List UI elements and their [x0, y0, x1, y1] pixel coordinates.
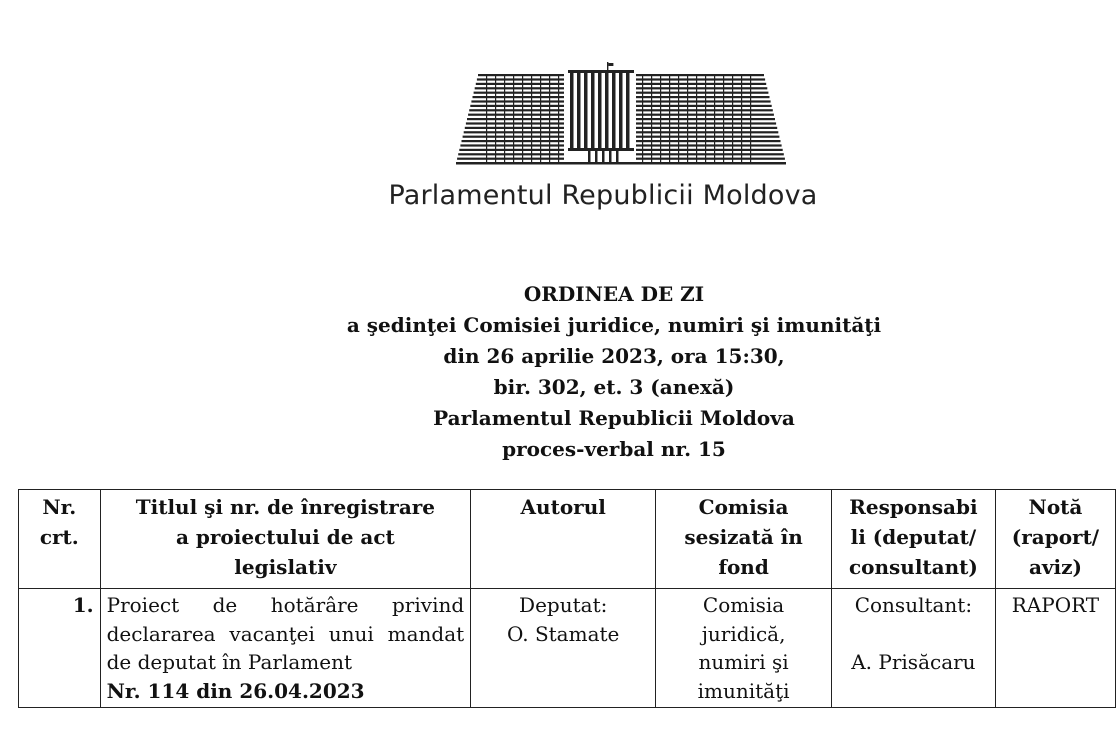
row-title	[100, 589, 471, 708]
row-committee	[656, 589, 832, 708]
header-note-line: Notă	[1028, 495, 1083, 519]
header-committee-line: Comisia	[698, 495, 789, 519]
row-responsible	[831, 589, 995, 708]
responsible-name: A. Prisăcaru	[851, 649, 976, 674]
header-nr-line: Nr.	[42, 495, 77, 519]
header-committee-line: sesizată în	[684, 525, 803, 549]
spacer	[838, 620, 989, 648]
header-title	[100, 490, 471, 589]
header-responsible-line: li (deputat/	[850, 525, 977, 549]
header-nr-line: crt.	[39, 525, 79, 549]
author-role: Deputat:	[519, 593, 608, 617]
header-title-line: legislativ	[234, 555, 337, 579]
header-note-line: (raport/	[1011, 525, 1100, 549]
header-author-line: Autorul	[520, 495, 606, 519]
author-name: O. Stamate	[507, 621, 620, 646]
row-nr: 1.	[19, 589, 101, 708]
committee-line: juridică,	[701, 621, 786, 646]
header-committee-line: fond	[718, 555, 769, 579]
agenda-minutes-line: proces-verbal nr. 15	[502, 437, 726, 461]
table-row	[19, 589, 1116, 708]
agenda-institution-line: Parlamentul Republicii Moldova	[433, 406, 795, 430]
header-responsible	[831, 490, 995, 589]
committee-line: Comisia	[702, 593, 785, 617]
header-committee	[656, 490, 832, 589]
agenda-table	[18, 489, 1116, 708]
parliament-building-icon	[456, 62, 786, 166]
agenda-date-line: din 26 aprilie 2023, ora 15:30,	[443, 344, 785, 368]
responsible-role: Consultant:	[854, 593, 973, 617]
header-author	[471, 490, 656, 589]
row-author	[471, 589, 656, 708]
header-note-line: aviz)	[1028, 555, 1082, 579]
agenda-room-line: bir. 302, et. 3 (anexă)	[493, 375, 735, 399]
row-note: RAPORT	[995, 589, 1115, 708]
header-note	[995, 490, 1115, 589]
table-header-row	[19, 490, 1116, 589]
committee-line: imunităţi	[697, 678, 790, 703]
agenda-title: ORDINEA DE ZI	[523, 282, 705, 306]
agenda-heading	[0, 279, 1118, 465]
header-title-line: a proiectului de act	[175, 525, 395, 549]
organization-name: Parlamentul Republicii Moldova	[388, 180, 818, 211]
header-responsible-line: consultant)	[848, 555, 978, 579]
agenda-committee-line: a şedinţei Comisiei juridice, numiri şi imunităţi	[346, 313, 882, 337]
header-nr	[19, 490, 101, 589]
header-title-line: Titlul şi nr. de înregistrare	[135, 495, 436, 519]
header-responsible-line: Responsabi	[849, 495, 978, 519]
committee-line: numiri şi	[698, 650, 789, 674]
row-registration: Nr. 114 din 26.04.2023	[106, 678, 365, 703]
row-description: Proiect de hotărâre privind declararea vacanţei unui mandat de deputat în Parlament	[106, 593, 465, 674]
